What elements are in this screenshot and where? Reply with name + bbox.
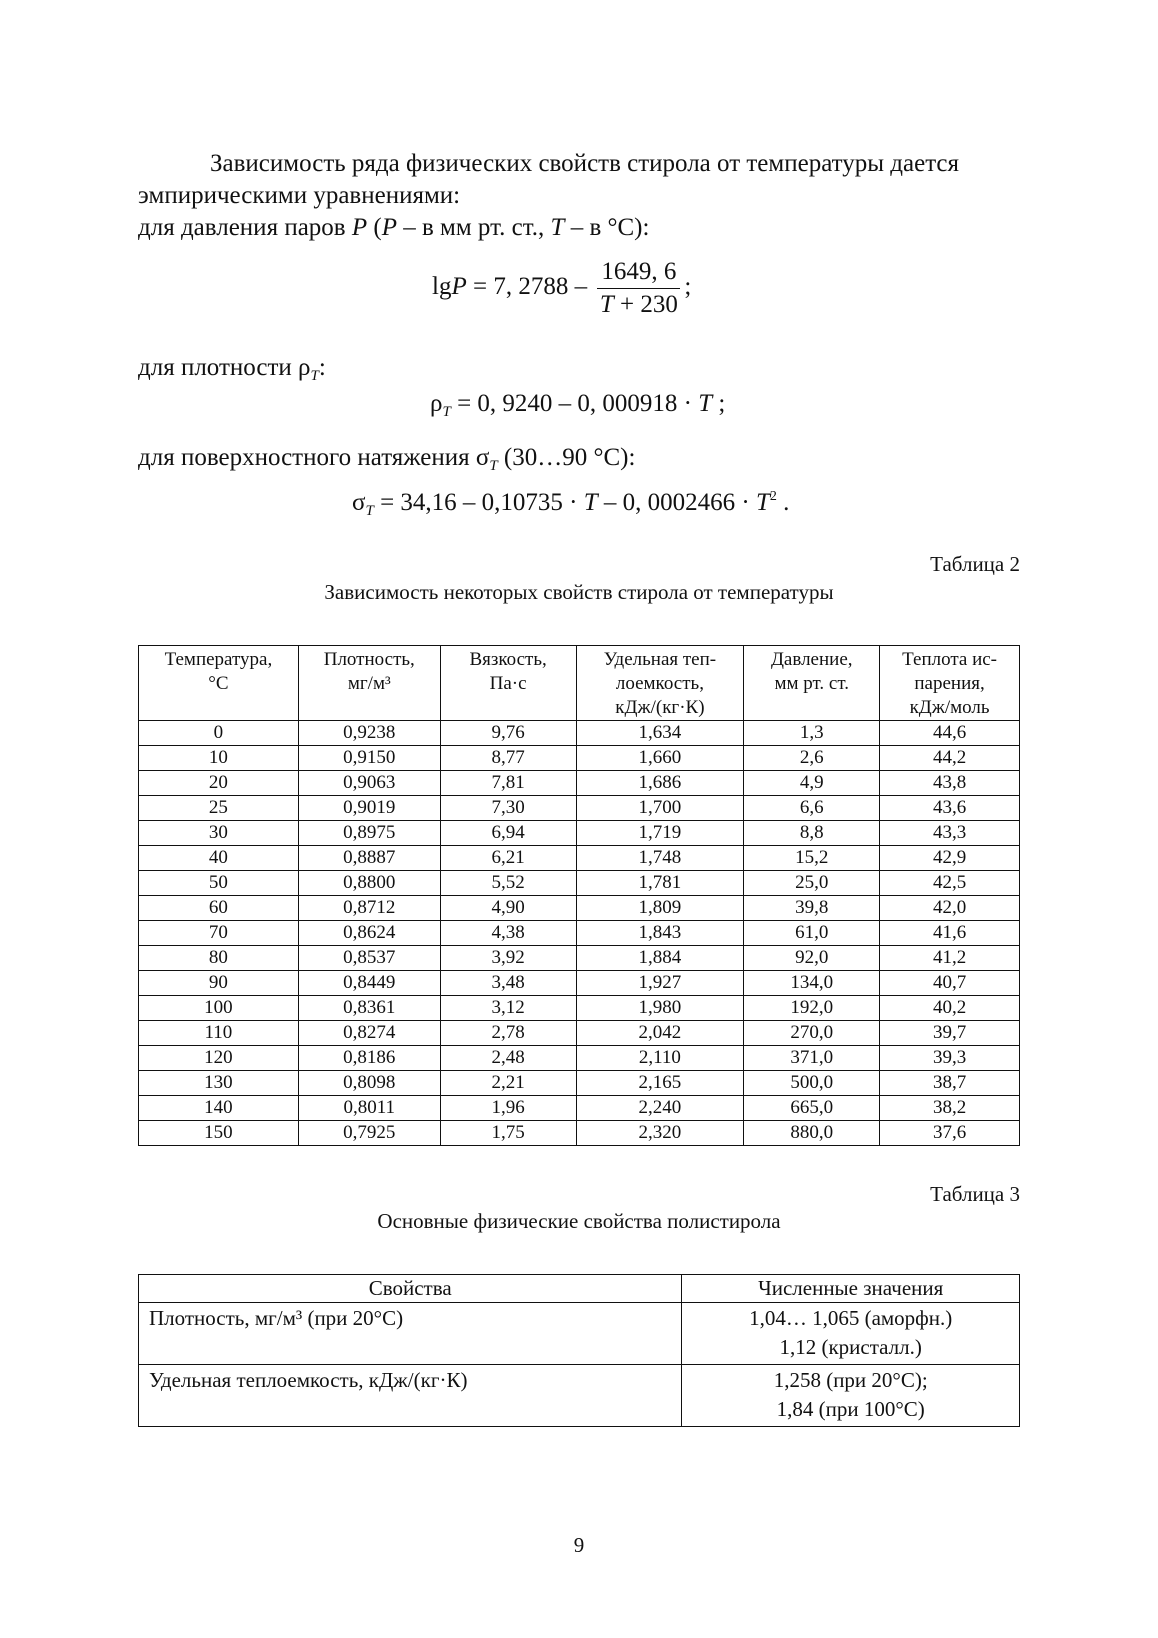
pressure-cell: 880,0 [744, 1121, 880, 1146]
pressure-cell: 92,0 [744, 946, 880, 971]
header-value: Численные значения [682, 1275, 1020, 1303]
heat-of-vaporization-cell: 44,2 [880, 746, 1020, 771]
eq1-lg: lg [432, 273, 452, 301]
pressure-units-end: – в °С): [564, 214, 650, 241]
pressure-cell: 134,0 [744, 971, 880, 996]
temperature-cell: 0 [139, 721, 299, 746]
heat-of-vaporization-cell: 38,7 [880, 1071, 1020, 1096]
pressure-line [138, 212, 1018, 244]
heat-of-vaporization-cell: 44,6 [880, 721, 1020, 746]
page-number: 9 [573, 1533, 585, 1557]
temperature-cell: 40 [139, 846, 299, 871]
eq3-sup: 2 [769, 489, 777, 504]
pressure-cell: 2,6 [744, 746, 880, 771]
viscosity-cell: 2,21 [440, 1071, 576, 1096]
temperature-cell: 10 [139, 746, 299, 771]
density-cell: 0,8537 [298, 946, 440, 971]
density-cell: 0,8274 [298, 1021, 440, 1046]
heat-of-vaporization-cell: 42,9 [880, 846, 1020, 871]
eq3-end: . [776, 489, 790, 516]
viscosity-cell: 4,38 [440, 921, 576, 946]
table2-title: Зависимость некоторых свойств стирола от температуры [324, 580, 834, 604]
viscosity-cell: 7,30 [440, 796, 576, 821]
eq2-body: = 0, 9240 – 0, 000918 · [450, 390, 699, 417]
heat-of-vaporization-cell: 41,6 [880, 921, 1020, 946]
pressure-cell: 8,8 [744, 821, 880, 846]
temperature-cell: 80 [139, 946, 299, 971]
heat-of-vaporization-cell: 38,2 [880, 1096, 1020, 1121]
temperature-cell: 130 [139, 1071, 299, 1096]
value-cell: 1,258 (при 20°С); 1,84 (при 100°С) [682, 1365, 1020, 1427]
temperature-cell: 140 [139, 1096, 299, 1121]
temperature-cell: 60 [139, 896, 299, 921]
heat-capacity-cell: 2,320 [576, 1121, 744, 1146]
table-row [139, 1021, 1020, 1046]
density-cell: 0,8098 [298, 1071, 440, 1096]
viscosity-cell: 3,12 [440, 996, 576, 1021]
heat-of-vaporization-cell: 39,3 [880, 1046, 1020, 1071]
density-label: для плотности ρ [138, 354, 311, 381]
density-cell: 0,8011 [298, 1096, 440, 1121]
styrene-properties-table [138, 645, 1020, 1146]
intro-paragraph: Зависимость ряда физических свойств стирола от температуры дается эмпирическими уравнениями: [138, 150, 960, 209]
header-viscosity: Вязкость, Па·с [440, 646, 576, 721]
density-cell: 0,9150 [298, 746, 440, 771]
eq1-var: P [451, 273, 467, 301]
pressure-cell: 15,2 [744, 846, 880, 871]
viscosity-cell: 3,48 [440, 971, 576, 996]
heat-of-vaporization-cell: 43,8 [880, 771, 1020, 796]
vapor-pressure-equation [432, 258, 691, 319]
viscosity-cell: 6,94 [440, 821, 576, 846]
heat-capacity-cell: 2,240 [576, 1096, 744, 1121]
viscosity-cell: 1,75 [440, 1121, 576, 1146]
table-row [139, 721, 1020, 746]
heat-of-vaporization-cell: 39,7 [880, 1021, 1020, 1046]
density-cell: 0,8800 [298, 871, 440, 896]
pressure-units-p: P [381, 214, 397, 241]
table-row [139, 871, 1020, 896]
heat-capacity-cell: 1,809 [576, 896, 744, 921]
density-cell: 0,8712 [298, 896, 440, 921]
header-temperature: Температура, °С [139, 646, 299, 721]
table3-title: Основные физические свойства полистирола [377, 1209, 781, 1233]
viscosity-cell: 7,81 [440, 771, 576, 796]
pressure-cell: 665,0 [744, 1096, 880, 1121]
viscosity-cell: 1,96 [440, 1096, 576, 1121]
heat-of-vaporization-cell: 41,2 [880, 946, 1020, 971]
eq3-sub: T [365, 503, 374, 519]
temperature-cell: 110 [139, 1021, 299, 1046]
tension-line [138, 442, 1018, 482]
table-row [139, 1365, 1020, 1427]
heat-capacity-cell: 2,110 [576, 1046, 744, 1071]
table-row [139, 896, 1020, 921]
temperature-cell: 20 [139, 771, 299, 796]
viscosity-cell: 2,48 [440, 1046, 576, 1071]
heat-of-vaporization-cell: 40,7 [880, 971, 1020, 996]
density-cell: 0,7925 [298, 1121, 440, 1146]
density-cell: 0,8186 [298, 1046, 440, 1071]
temperature-cell: 100 [139, 996, 299, 1021]
eq3-sym: σ [352, 489, 366, 516]
viscosity-cell: 8,77 [440, 746, 576, 771]
density-cell: 0,8887 [298, 846, 440, 871]
pressure-label: для давления паров [138, 214, 346, 241]
viscosity-cell: 5,52 [440, 871, 576, 896]
eq1-den-var: T [599, 291, 614, 318]
table-row [139, 846, 1020, 871]
viscosity-cell: 4,90 [440, 896, 576, 921]
eq1-fraction [597, 258, 680, 319]
heat-of-vaporization-cell: 43,6 [880, 796, 1020, 821]
pressure-cell: 192,0 [744, 996, 880, 1021]
heat-capacity-cell: 2,042 [576, 1021, 744, 1046]
eq2-end: ; [712, 390, 726, 417]
eq3-var2: T [756, 489, 770, 516]
heat-of-vaporization-cell: 42,5 [880, 871, 1020, 896]
pressure-units-open: ( [373, 214, 382, 241]
value-cell: 1,04… 1,065 (аморфн.) 1,12 (кристалл.) [682, 1303, 1020, 1365]
table-row [139, 1071, 1020, 1096]
pressure-cell: 270,0 [744, 1021, 880, 1046]
table3-header-row [139, 1275, 1020, 1303]
eq3-body1: = 34,16 – 0,10735 · [373, 489, 584, 516]
heat-capacity-cell: 1,927 [576, 971, 744, 996]
temperature-cell: 70 [139, 921, 299, 946]
heat-capacity-cell: 1,884 [576, 946, 744, 971]
pressure-cell: 61,0 [744, 921, 880, 946]
eq3-var1: T [583, 489, 598, 516]
density-line [138, 352, 1018, 392]
pressure-units-mid: – в мм рт. ст., [396, 214, 551, 241]
density-cell: 0,8449 [298, 971, 440, 996]
heat-of-vaporization-cell: 40,2 [880, 996, 1020, 1021]
table-row [139, 921, 1020, 946]
temperature-cell: 30 [139, 821, 299, 846]
heat-capacity-cell: 1,686 [576, 771, 744, 796]
header-heat-capacity: Удельная теп- лоемкость, кДж/(кг·К) [576, 646, 744, 721]
heat-of-vaporization-cell: 43,3 [880, 821, 1020, 846]
viscosity-cell: 2,78 [440, 1021, 576, 1046]
table-row [139, 946, 1020, 971]
eq2-sym: ρ [430, 390, 443, 417]
header-heat-of-vaporization: Теплота ис- парения, кДж/моль [880, 646, 1020, 721]
table-row [139, 746, 1020, 771]
pressure-cell: 371,0 [744, 1046, 880, 1071]
density-cell: 0,9019 [298, 796, 440, 821]
pressure-cell: 39,8 [744, 896, 880, 921]
eq1-end: ; [684, 273, 692, 301]
header-pressure: Давление, мм рт. ст. [744, 646, 880, 721]
temperature-cell: 90 [139, 971, 299, 996]
table3-label: Таблица 3 [930, 1182, 1020, 1206]
pressure-cell: 6,6 [744, 796, 880, 821]
heat-capacity-cell: 1,700 [576, 796, 744, 821]
temperature-cell: 120 [139, 1046, 299, 1071]
temperature-cell: 25 [139, 796, 299, 821]
density-cell: 0,9063 [298, 771, 440, 796]
table-row [139, 796, 1020, 821]
property-cell: Удельная теплоемкость, кДж/(кг·К) [139, 1365, 682, 1427]
eq2-var: T [698, 390, 713, 417]
table-row [139, 771, 1020, 796]
eq1-numerator: 1649, 6 [597, 258, 680, 289]
viscosity-cell: 3,92 [440, 946, 576, 971]
header-density: Плотность, мг/м³ [298, 646, 440, 721]
table-row [139, 821, 1020, 846]
pressure-cell: 25,0 [744, 871, 880, 896]
table-row [139, 1046, 1020, 1071]
density-cell: 0,8624 [298, 921, 440, 946]
header-property: Свойства [139, 1275, 682, 1303]
eq1-mid: = 7, 2788 – [466, 273, 588, 301]
viscosity-cell: 9,76 [440, 721, 576, 746]
density-colon: : [318, 354, 326, 381]
polystyrene-properties-table [138, 1274, 1020, 1427]
table2-body [139, 721, 1020, 1146]
tension-range: (30…90 °С): [497, 444, 636, 471]
table-row [139, 996, 1020, 1021]
table2-label: Таблица 2 [930, 552, 1020, 576]
pressure-symbol: P [351, 214, 368, 241]
heat-of-vaporization-cell: 37,6 [880, 1121, 1020, 1146]
heat-capacity-cell: 2,165 [576, 1071, 744, 1096]
tension-sub: T [489, 458, 498, 474]
heat-of-vaporization-cell: 42,0 [880, 896, 1020, 921]
tension-label: для поверхностного натяжения σ [138, 444, 490, 471]
property-cell: Плотность, мг/м³ (при 20°С) [139, 1303, 682, 1365]
eq1-denominator [597, 289, 680, 319]
pressure-units-t: T [550, 214, 565, 241]
density-cell: 0,9238 [298, 721, 440, 746]
heat-capacity-cell: 1,843 [576, 921, 744, 946]
pressure-cell: 500,0 [744, 1071, 880, 1096]
density-cell: 0,8361 [298, 996, 440, 1021]
table-row [139, 971, 1020, 996]
eq2-sub: T [442, 404, 451, 420]
heat-capacity-cell: 1,980 [576, 996, 744, 1021]
density-cell: 0,8975 [298, 821, 440, 846]
heat-capacity-cell: 1,660 [576, 746, 744, 771]
surface-tension-equation [352, 489, 789, 520]
heat-capacity-cell: 1,719 [576, 821, 744, 846]
heat-capacity-cell: 1,748 [576, 846, 744, 871]
temperature-cell: 50 [139, 871, 299, 896]
table-row [139, 1121, 1020, 1146]
pressure-cell: 4,9 [744, 771, 880, 796]
table-row [139, 1303, 1020, 1365]
eq3-body2: – 0, 0002466 · [597, 489, 756, 516]
temperature-cell: 150 [139, 1121, 299, 1146]
viscosity-cell: 6,21 [440, 846, 576, 871]
table2-header-row [139, 646, 1020, 721]
pressure-cell: 1,3 [744, 721, 880, 746]
heat-capacity-cell: 1,781 [576, 871, 744, 896]
eq1-den-rest: + 230 [613, 291, 678, 318]
density-equation [430, 390, 725, 421]
table-row [139, 1096, 1020, 1121]
density-sub: T [310, 368, 319, 384]
heat-capacity-cell: 1,634 [576, 721, 744, 746]
